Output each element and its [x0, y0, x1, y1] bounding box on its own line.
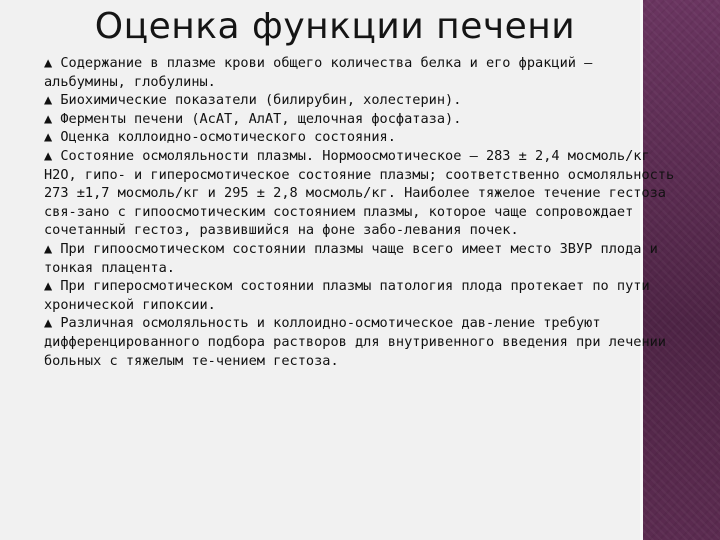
- bullet-item: ▲ При гипоосмотическом состоянии плазмы чаще всего имеет место ЗВУР плода и тонкая плацента.: [44, 240, 658, 276]
- bullet-item: ▲ Состояние осмоляльности плазмы. Нормоосмотическое — 283 ± 2,4 мосмоль/кг Н2О, гипо- и гиперосмотическое состояние плазмы; соответственно осмоляльность 273 ±1,7 мосмоль/кг и 295 ± 2,8 мосмоль/кг. Наиболее тяжелое течение гестоза свя-зано с гипоосмотическим состоянием плазмы, которое чаще сопровождает сочетанный гестоз, развившийся на фоне забо-левания почек.: [44, 147, 675, 239]
- slide-title: Оценка функции печени: [94, 6, 576, 47]
- bullet-item: ▲ Биохимические показатели (билирубин, холестерин).: [44, 92, 462, 109]
- slide-body: [44, 54, 676, 370]
- bullet-item: ▲ Оценка коллоидно-осмотического состояния.: [44, 129, 396, 146]
- bullet-item: ▲ При гиперосмотическом состоянии плазмы патология плода протекает по пути хронической гипоксии.: [44, 278, 650, 313]
- bullet-item: ▲ Различная осмоляльность и коллоидно-осмотическое дав-ление требуют дифференцированного подбора растворов для внутривенного введения при лечении больных с тяжелым те-чением гестоза.: [44, 315, 666, 369]
- bullet-item: ▲ Ферменты печени (АсАТ, АлАТ, щелочная фосфатаза).: [44, 110, 462, 127]
- bullet-item: ▲ Содержание в плазме крови общего количества белка и его фракций — альбумины, глобулины.: [44, 55, 593, 90]
